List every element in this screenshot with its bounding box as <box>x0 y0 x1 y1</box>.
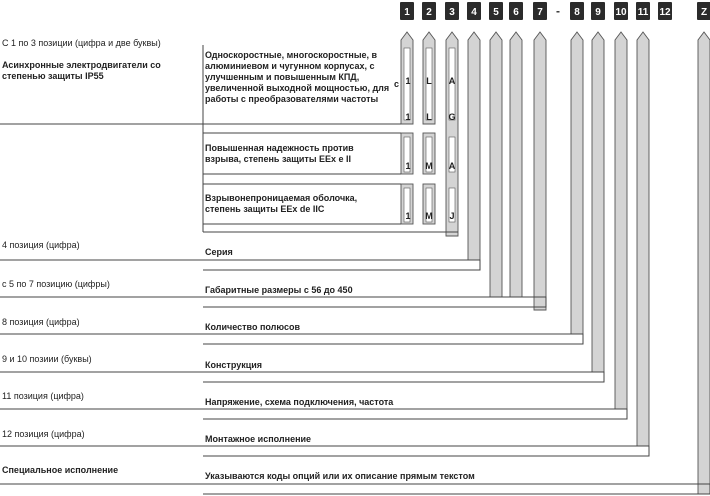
code-v1-bottom-digit: 1 <box>405 112 411 122</box>
code-v3-letter-1: M <box>425 211 433 221</box>
code-v1-top-letter-2: A <box>448 76 456 86</box>
position-label-3: 3 <box>449 7 455 18</box>
position-4-arrow <box>468 32 480 260</box>
position-9-arrow <box>592 32 604 372</box>
desc-mounting: Монтажное исполнение <box>205 434 312 444</box>
code-v2-letter-1: M <box>425 161 433 171</box>
label-pos-5-7: с 5 по 7 позицию (цифры) <box>2 279 110 289</box>
code-v2-digit: 1 <box>405 161 411 171</box>
position-label-Z: Z <box>700 7 708 18</box>
leader-construction-bracket <box>203 372 604 382</box>
label-pos-8: 8 позиция (цифра) <box>2 317 80 327</box>
position-label-4: 4 <box>471 7 477 18</box>
leader-frame-sizes-bracket <box>203 297 546 307</box>
position-dash: - <box>556 4 560 18</box>
code-v3-letter-2: J <box>449 211 455 221</box>
code-v1-bottom-letter-1: L <box>426 112 432 122</box>
code-v2-letter-2: A <box>448 161 456 171</box>
label-special-design: Специальное исполнение <box>2 465 119 475</box>
position-label-2: 2 <box>426 7 432 18</box>
label-pos-9-10: 9 и 10 позиии (буквы) <box>2 354 92 364</box>
code-v1-bottom-letter-2: G <box>448 112 456 122</box>
label-pos-12: 12 позиция (цифра) <box>2 429 85 439</box>
position-label-9: 9 <box>595 7 601 18</box>
desc-variant-1: Односкоростные, многоскоростные, в алюминиевом и чугунном корпусах, с улучшенным и повышенным КПД, увеличенной выходной мощностью, для работы с преобразователями частоты <box>205 50 390 104</box>
position-6-arrow <box>510 32 522 297</box>
code-v1-prefix: с <box>394 79 400 89</box>
position-5-arrow <box>490 32 502 297</box>
position-z-arrow <box>698 32 710 494</box>
desc-variant-3: Взрывонепроницаемая оболочка, степень защиты EEx de IIC <box>205 193 358 214</box>
label-pos-4: 4 позиция (цифра) <box>2 240 80 250</box>
code-v1-top-digit: 1 <box>405 76 411 86</box>
position-7-arrow <box>534 32 546 310</box>
code-v1-top-letter-1: L <box>426 76 432 86</box>
desc-variant-2: Повышенная надежность против взрыва, степень защиты EEx e II <box>205 143 354 164</box>
leader-series-bracket <box>203 260 480 270</box>
label-pos-1-3: С 1 по 3 позиции (цифра и две буквы) <box>2 38 161 48</box>
leader-options-bracket <box>203 484 710 494</box>
position-label-11: 11 <box>637 7 649 18</box>
desc-frame-sizes: Габаритные размеры с 56 до 450 <box>205 285 353 295</box>
leader-mounting-bracket <box>203 446 649 456</box>
desc-poles: Количество полюсов <box>205 322 300 332</box>
position-label-8: 8 <box>574 7 580 18</box>
position-label-10: 10 <box>615 7 627 18</box>
position-label-6: 6 <box>513 7 519 18</box>
position-label-12: 12 <box>659 7 671 18</box>
position-label-7: 7 <box>537 7 543 18</box>
code-v3-digit: 1 <box>405 211 411 221</box>
position-label-5: 5 <box>493 7 499 18</box>
desc-voltage: Напряжение, схема подключения, частота <box>205 397 394 407</box>
leader-voltage-bracket <box>203 409 627 419</box>
label-pos-11: 11 позиция (цифра) <box>2 391 84 401</box>
position-label-1: 1 <box>404 7 410 18</box>
leader-poles-bracket <box>203 334 583 344</box>
desc-options: Указываются коды опций или их описание прямым текстом <box>205 471 475 481</box>
position-10-arrow <box>615 32 627 409</box>
desc-series: Серия <box>205 247 233 257</box>
position-8-arrow <box>571 32 583 334</box>
position-11-arrow <box>637 32 649 446</box>
label-motor-type: Асинхронные электродвигатели со степенью защиты IP55 <box>2 60 161 81</box>
desc-construction: Конструкция <box>205 360 263 370</box>
